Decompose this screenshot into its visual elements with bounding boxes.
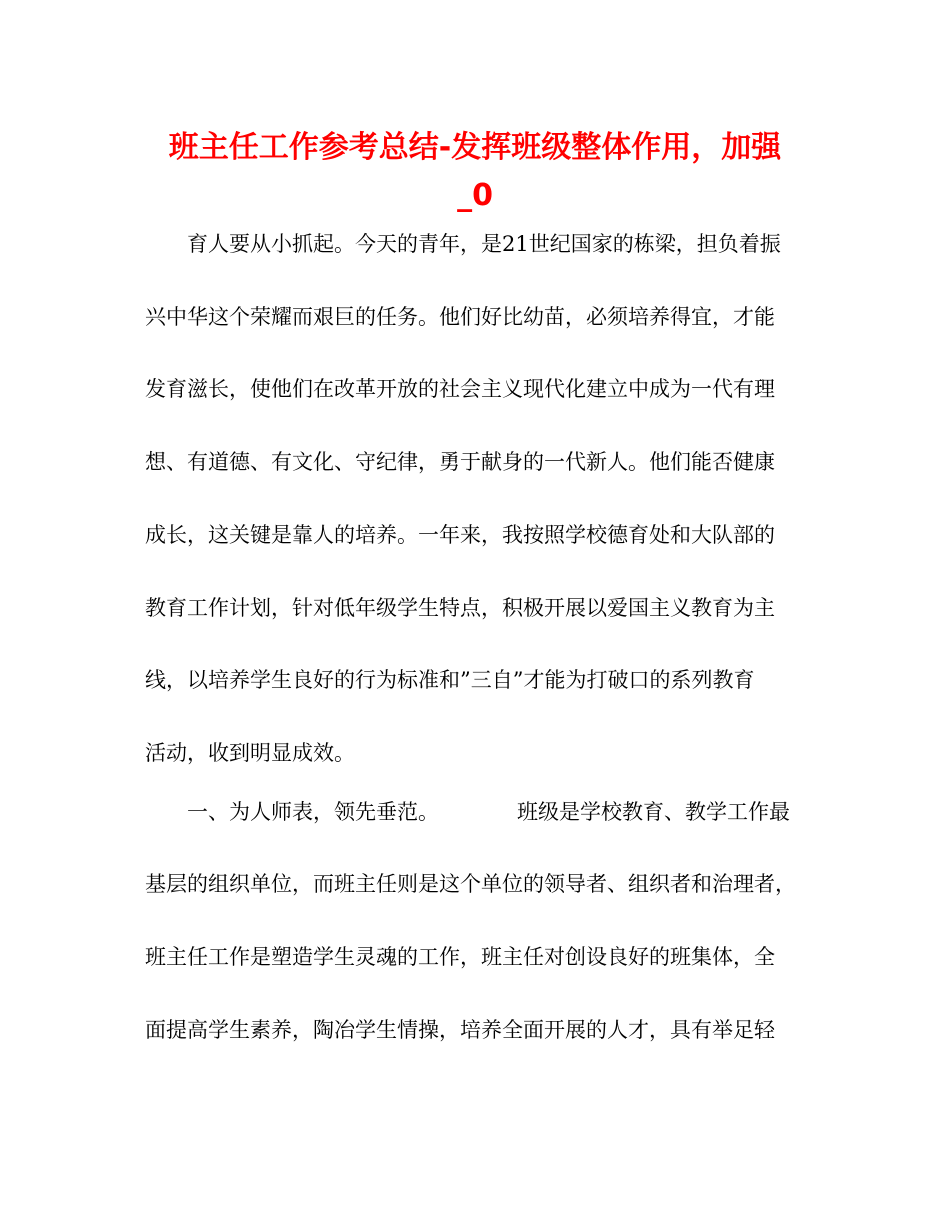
body-line: 活动，收到明显成效。 [145,741,355,765]
body-line: 成长，这关键是靠人的培养。一年来，我按照学校德育处和大队部的 [145,523,775,547]
body-line: 想、有道德、有文化、守纪律，勇于献身的一代新人。他们能否健康 [145,450,775,474]
body-line: 教育工作计划，针对低年级学生特点，积极开展以爱国主义教育为主 [145,596,775,620]
body-line: 线，以培养学生良好的行为标准和”三自”才能为打破口的系列教育 [145,668,755,692]
title-line-1: 班主任工作参考总结-发挥班级整体作用，加强 [168,130,782,165]
section-heading-line [187,797,790,827]
body-line: 班主任工作是塑造学生灵魂的工作，班主任对创设良好的班集体，全 [145,945,775,969]
body-line: 面提高学生素养，陶冶学生情操，培养全面开展的人才，具有举足轻 [145,1018,775,1042]
body-line: 兴中华这个荣耀而艰巨的任务。他们好比幼苗，必须培养得宜，才能 [145,305,775,329]
body-line: 发育滋长，使他们在改革开放的社会主义现代化建立中成为一代有理 [145,377,775,401]
title-line-2: _0 [457,178,493,213]
section-text-start: 班级是学校教育、教学工作最 [517,800,790,824]
body-line: 基层的组织单位，而班主任则是这个单位的领导者、组织者和治理者， [145,872,796,896]
document-title [140,124,810,220]
section-heading: 一、为人师表，领先垂范。 [187,800,439,824]
body-line: 育人要从小抓起。今天的青年，是21世纪国家的栋梁，担负着振 [187,232,781,256]
